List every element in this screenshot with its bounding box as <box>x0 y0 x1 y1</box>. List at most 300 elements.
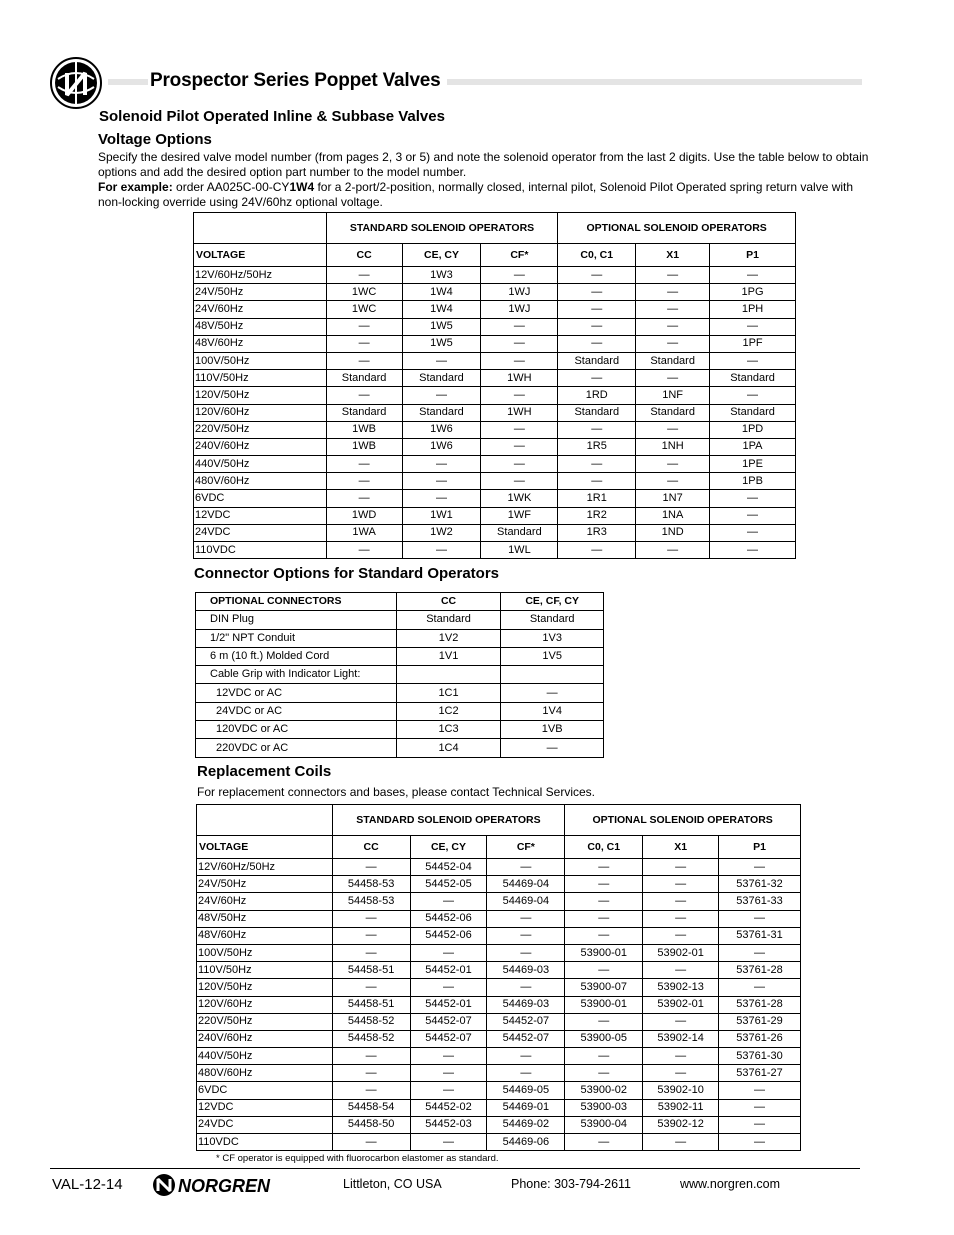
part-cell: 53902-13 <box>643 979 719 996</box>
part-cell: — <box>636 318 710 335</box>
part-cell: — <box>643 859 719 876</box>
part-cell: 1WD <box>326 507 402 524</box>
globe-logo-icon <box>50 57 102 109</box>
part-cell: — <box>402 542 481 559</box>
part-cell: 54452-02 <box>410 1099 487 1116</box>
part-cell: 1V5 <box>501 647 604 665</box>
part-cell: — <box>565 859 643 876</box>
part-cell: 54452-07 <box>487 1013 565 1030</box>
part-cell: — <box>710 318 796 335</box>
part-cell: — <box>332 1048 410 1065</box>
voltage-cell: 100V/50Hz <box>197 944 333 961</box>
part-cell: 1WB <box>326 438 402 455</box>
norgren-logo <box>152 1173 286 1197</box>
part-cell: — <box>719 1099 801 1116</box>
connector-name-cell: 120VDC or AC <box>196 721 397 739</box>
part-cell: 54452-05 <box>410 876 487 893</box>
part-cell: — <box>402 387 481 404</box>
part-cell: — <box>487 979 565 996</box>
voltage-cell: 120V/60Hz <box>197 996 333 1013</box>
part-cell: — <box>558 301 636 318</box>
part-cell: — <box>332 927 410 944</box>
part-cell: 54452-07 <box>410 1030 487 1047</box>
voltage-cell: 120V/50Hz <box>197 979 333 996</box>
coil-row <box>197 859 801 876</box>
part-cell: 1C4 <box>396 739 501 757</box>
part-cell: 54469-05 <box>487 1082 565 1099</box>
connector-options-table <box>195 592 604 758</box>
part-cell: — <box>636 473 710 490</box>
part-cell: — <box>402 456 481 473</box>
part-cell: 1W4 <box>402 301 481 318</box>
part-cell: 53900-04 <box>565 1116 643 1133</box>
part-cell: 1W2 <box>402 524 481 541</box>
connector-row <box>196 611 604 629</box>
column-header: CE, CY <box>402 244 481 267</box>
part-cell: 1WA <box>326 524 402 541</box>
connector-options-heading: Connector Options for Standard Operators <box>194 565 500 582</box>
part-cell: 1V1 <box>396 647 501 665</box>
voltage-row <box>194 456 796 473</box>
part-cell: 1V2 <box>396 629 501 647</box>
part-cell: 54452-04 <box>410 859 487 876</box>
example-label: For example: <box>98 180 173 194</box>
part-cell: 54469-03 <box>487 996 565 1013</box>
part-cell: Standard <box>636 404 710 421</box>
part-cell: — <box>332 859 410 876</box>
part-cell: — <box>565 1048 643 1065</box>
part-cell: Standard <box>402 370 481 387</box>
part-cell: 1PH <box>710 301 796 318</box>
part-cell: 1ND <box>636 524 710 541</box>
part-cell: — <box>719 859 801 876</box>
part-cell: 1V4 <box>501 702 604 720</box>
coil-row <box>197 876 801 893</box>
part-cell: — <box>332 1082 410 1099</box>
part-cell: 1C2 <box>396 702 501 720</box>
column-header: CE, CF, CY <box>501 593 604 611</box>
part-cell: 1PD <box>710 421 796 438</box>
replacement-coils-heading: Replacement Coils <box>197 763 332 780</box>
connector-row <box>196 666 604 684</box>
connector-row <box>196 721 604 739</box>
column-header: P1 <box>710 244 796 267</box>
example-bold: 1W4 <box>289 180 315 194</box>
voltage-cell: 440V/50Hz <box>197 1048 333 1065</box>
connector-row <box>196 702 604 720</box>
part-cell: 1W3 <box>402 267 481 284</box>
voltage-cell: 48V/50Hz <box>197 910 333 927</box>
voltage-cell: 24VDC <box>194 524 327 541</box>
part-cell: 54458-53 <box>332 893 410 910</box>
part-cell: 54458-52 <box>332 1030 410 1047</box>
part-cell <box>501 666 604 684</box>
part-cell: 1PE <box>710 456 796 473</box>
voltage-row <box>194 524 796 541</box>
voltage-row <box>194 301 796 318</box>
part-cell: Standard <box>636 352 710 369</box>
part-cell: — <box>719 1134 801 1151</box>
part-cell: 1WC <box>326 284 402 301</box>
part-cell: 53761-28 <box>719 962 801 979</box>
voltage-cell: 24VDC <box>197 1116 333 1133</box>
part-cell: — <box>636 284 710 301</box>
part-cell: 54452-07 <box>410 1013 487 1030</box>
voltage-cell: 6VDC <box>194 490 327 507</box>
part-cell: 54458-54 <box>332 1099 410 1116</box>
part-cell: 1N7 <box>636 490 710 507</box>
voltage-row <box>194 473 796 490</box>
part-cell: — <box>326 267 402 284</box>
part-cell: 1PB <box>710 473 796 490</box>
part-cell: Standard <box>326 370 402 387</box>
cf-footnote: * CF operator is equipped with fluorocarbon elastomer as standard. <box>216 1153 499 1164</box>
part-cell: — <box>481 456 558 473</box>
part-cell: — <box>487 927 565 944</box>
part-cell: — <box>565 1134 643 1151</box>
coil-row <box>197 927 801 944</box>
part-cell: — <box>326 542 402 559</box>
part-cell: — <box>481 335 558 352</box>
part-cell: — <box>643 1013 719 1030</box>
part-cell: 1WK <box>481 490 558 507</box>
part-cell: 53902-14 <box>643 1030 719 1047</box>
replacement-coils-table <box>196 804 801 1151</box>
page-subtitle: Solenoid Pilot Operated Inline & Subbase Valves <box>99 108 445 125</box>
voltage-options-table <box>193 212 796 559</box>
part-cell: 1W6 <box>402 438 481 455</box>
voltage-cell: 240V/60Hz <box>197 1030 333 1047</box>
connector-row <box>196 629 604 647</box>
part-cell: 1C3 <box>396 721 501 739</box>
part-cell: 1W5 <box>402 335 481 352</box>
part-cell: — <box>565 876 643 893</box>
column-header: CE, CY <box>410 836 487 859</box>
part-cell: 53902-01 <box>643 944 719 961</box>
connector-row <box>196 684 604 702</box>
example-pre: order AA025C-00-CY <box>172 180 290 194</box>
part-cell: 54458-50 <box>332 1116 410 1133</box>
part-cell: — <box>710 352 796 369</box>
part-cell: — <box>565 1065 643 1082</box>
part-cell: 1WJ <box>481 284 558 301</box>
voltage-row <box>194 267 796 284</box>
part-cell: 1PF <box>710 335 796 352</box>
part-cell: 1R1 <box>558 490 636 507</box>
voltage-row <box>194 421 796 438</box>
part-cell: — <box>402 352 481 369</box>
column-header: C0, C1 <box>565 836 643 859</box>
part-cell: — <box>710 542 796 559</box>
part-cell: — <box>558 370 636 387</box>
part-cell: — <box>565 1013 643 1030</box>
part-cell: — <box>410 1048 487 1065</box>
voltage-cell: 6VDC <box>197 1082 333 1099</box>
part-cell: 1WB <box>326 421 402 438</box>
voltage-row <box>194 507 796 524</box>
part-cell: — <box>402 473 481 490</box>
connector-name-cell: 6 m (10 ft.) Molded Cord <box>196 647 397 665</box>
voltage-column-headers <box>194 244 796 267</box>
standard-operators-header: STANDARD SOLENOID OPERATORS <box>326 213 558 244</box>
voltage-cell: 12VDC <box>194 507 327 524</box>
coil-row <box>197 1082 801 1099</box>
part-cell: — <box>558 284 636 301</box>
coil-row <box>197 1134 801 1151</box>
voltage-cell: 48V/50Hz <box>194 318 327 335</box>
part-cell: — <box>410 1082 487 1099</box>
part-cell: — <box>558 421 636 438</box>
part-cell: 1PG <box>710 284 796 301</box>
example-post: for a 2-port/2-position, normally closed, internal pilot, Solenoid Pilot Operated spring return valve with non-locking override using 24V/60hz optional voltage. <box>98 180 854 209</box>
connector-name-cell: 12VDC or AC <box>196 684 397 702</box>
part-cell: 1WF <box>481 507 558 524</box>
part-cell: — <box>643 1065 719 1082</box>
coils-standard-operators-header: STANDARD SOLENOID OPERATORS <box>332 805 565 836</box>
part-cell: — <box>719 979 801 996</box>
part-cell: 53761-27 <box>719 1065 801 1082</box>
part-cell: 1RD <box>558 387 636 404</box>
part-cell: — <box>636 370 710 387</box>
part-cell: 54452-03 <box>410 1116 487 1133</box>
part-cell: — <box>332 910 410 927</box>
voltage-cell: 24V/60Hz <box>197 893 333 910</box>
voltage-cell: 440V/50Hz <box>194 456 327 473</box>
part-cell: — <box>710 507 796 524</box>
part-cell: 54469-01 <box>487 1099 565 1116</box>
part-cell <box>396 666 501 684</box>
column-header: CF* <box>487 836 565 859</box>
brand-text: NORGREN <box>178 1176 271 1196</box>
voltage-cell: 480V/60Hz <box>194 473 327 490</box>
part-cell: — <box>558 267 636 284</box>
part-cell: — <box>501 684 604 702</box>
part-cell: — <box>565 893 643 910</box>
voltage-row <box>194 542 796 559</box>
part-cell: 54458-52 <box>332 1013 410 1030</box>
part-cell: — <box>636 301 710 318</box>
column-header: CC <box>332 836 410 859</box>
part-cell: — <box>332 1134 410 1151</box>
part-cell: — <box>565 962 643 979</box>
part-cell: 54458-53 <box>332 876 410 893</box>
page-title: Prospector Series Poppet Valves <box>148 70 447 92</box>
voltage-row <box>194 404 796 421</box>
voltage-cell: 24V/50Hz <box>197 876 333 893</box>
replacement-coils-note: For replacement connectors and bases, please contact Technical Services. <box>197 785 595 799</box>
footer-website[interactable]: www.norgren.com <box>680 1177 781 1191</box>
part-cell: 54458-51 <box>332 962 410 979</box>
part-cell: — <box>332 979 410 996</box>
part-cell: — <box>481 387 558 404</box>
part-cell: 54452-01 <box>410 962 487 979</box>
part-cell: 1R2 <box>558 507 636 524</box>
column-header: VOLTAGE <box>197 836 333 859</box>
part-cell: 1C1 <box>396 684 501 702</box>
part-cell: 53761-28 <box>719 996 801 1013</box>
part-cell: 54469-06 <box>487 1134 565 1151</box>
part-cell: 1WC <box>326 301 402 318</box>
part-cell: 53902-10 <box>643 1082 719 1099</box>
part-cell: — <box>643 876 719 893</box>
coil-row <box>197 893 801 910</box>
coil-row <box>197 1116 801 1133</box>
connector-row <box>196 739 604 757</box>
part-cell: — <box>719 910 801 927</box>
part-cell: 54469-02 <box>487 1116 565 1133</box>
part-cell: — <box>481 421 558 438</box>
column-header: C0, C1 <box>558 244 636 267</box>
column-header: X1 <box>643 836 719 859</box>
part-cell: — <box>719 1116 801 1133</box>
part-cell: 54452-07 <box>487 1030 565 1047</box>
footer-phone: Phone: 303-794-2611 <box>511 1177 632 1191</box>
voltage-row <box>194 352 796 369</box>
coil-row <box>197 1013 801 1030</box>
column-header: X1 <box>636 244 710 267</box>
column-header: P1 <box>719 836 801 859</box>
connector-row <box>196 647 604 665</box>
coils-header-spacer <box>197 805 333 836</box>
voltage-cell: 120V/60Hz <box>194 404 327 421</box>
coils-optional-operators-header: OPTIONAL SOLENOID OPERATORS <box>565 805 801 836</box>
part-cell: — <box>326 473 402 490</box>
part-cell: — <box>410 1134 487 1151</box>
part-cell: 1W5 <box>402 318 481 335</box>
part-cell: — <box>402 490 481 507</box>
voltage-row <box>194 370 796 387</box>
part-cell: — <box>332 944 410 961</box>
part-cell: — <box>565 927 643 944</box>
column-header: CC <box>396 593 501 611</box>
part-cell: — <box>487 1065 565 1082</box>
part-cell: 54458-51 <box>332 996 410 1013</box>
part-cell: 1NA <box>636 507 710 524</box>
part-cell: 53761-29 <box>719 1013 801 1030</box>
voltage-row <box>194 335 796 352</box>
part-cell: — <box>643 1048 719 1065</box>
part-cell: — <box>558 318 636 335</box>
optional-operators-header: OPTIONAL SOLENOID OPERATORS <box>558 213 796 244</box>
part-cell: Standard <box>558 404 636 421</box>
connector-column-headers <box>196 593 604 611</box>
voltage-row <box>194 387 796 404</box>
part-cell: Standard <box>481 524 558 541</box>
part-cell: — <box>326 352 402 369</box>
part-cell: — <box>481 352 558 369</box>
part-cell: Standard <box>501 611 604 629</box>
coil-row <box>197 944 801 961</box>
voltage-cell: 480V/60Hz <box>197 1065 333 1082</box>
part-cell: — <box>710 267 796 284</box>
part-cell: — <box>643 893 719 910</box>
part-cell: 53761-31 <box>719 927 801 944</box>
voltage-cell: 100V/50Hz <box>194 352 327 369</box>
part-cell: 53902-01 <box>643 996 719 1013</box>
part-cell: — <box>565 910 643 927</box>
voltage-cell: 240V/60Hz <box>194 438 327 455</box>
part-cell: — <box>481 267 558 284</box>
part-cell: — <box>636 267 710 284</box>
part-cell: — <box>636 335 710 352</box>
part-cell: 1NF <box>636 387 710 404</box>
part-cell: — <box>501 739 604 757</box>
part-cell: 54469-04 <box>487 893 565 910</box>
part-cell: — <box>636 456 710 473</box>
part-cell: — <box>481 473 558 490</box>
part-cell: — <box>326 490 402 507</box>
part-cell: — <box>326 387 402 404</box>
part-cell: — <box>710 524 796 541</box>
part-cell: — <box>487 944 565 961</box>
part-cell: 1WH <box>481 404 558 421</box>
column-header: CC <box>326 244 402 267</box>
connector-name-cell: 24VDC or AC <box>196 702 397 720</box>
part-cell: — <box>710 387 796 404</box>
part-cell: 1R3 <box>558 524 636 541</box>
part-cell: 53900-02 <box>565 1082 643 1099</box>
part-cell: 54452-01 <box>410 996 487 1013</box>
part-cell: Standard <box>402 404 481 421</box>
part-cell: Standard <box>396 611 501 629</box>
part-cell: — <box>481 438 558 455</box>
part-cell: — <box>719 944 801 961</box>
part-cell: 1W6 <box>402 421 481 438</box>
coil-row <box>197 1048 801 1065</box>
voltage-cell: 110V/50Hz <box>194 370 327 387</box>
connector-name-cell: 1/2" NPT Conduit <box>196 629 397 647</box>
voltage-cell: 220V/50Hz <box>194 421 327 438</box>
voltage-table-body <box>194 267 796 559</box>
part-cell: 53902-12 <box>643 1116 719 1133</box>
voltage-header-spacer <box>194 213 327 244</box>
part-cell: 54452-06 <box>410 927 487 944</box>
part-cell: 53761-26 <box>719 1030 801 1047</box>
coils-table-body <box>197 859 801 1151</box>
part-cell: 53761-32 <box>719 876 801 893</box>
part-cell: 1NH <box>636 438 710 455</box>
part-cell: 53900-01 <box>565 944 643 961</box>
voltage-cell: 12V/60Hz/50Hz <box>194 267 327 284</box>
voltage-options-heading: Voltage Options <box>98 131 212 148</box>
part-cell: 53761-33 <box>719 893 801 910</box>
part-cell: — <box>481 318 558 335</box>
part-cell: 54469-03 <box>487 962 565 979</box>
coil-row <box>197 962 801 979</box>
part-cell: — <box>487 1048 565 1065</box>
connector-name-cell: 220VDC or AC <box>196 739 397 757</box>
voltage-cell: 110VDC <box>197 1134 333 1151</box>
connector-name-cell: Cable Grip with Indicator Light: <box>196 666 397 684</box>
voltage-cell: 12VDC <box>197 1099 333 1116</box>
connector-name-cell: DIN Plug <box>196 611 397 629</box>
coil-row <box>197 979 801 996</box>
part-cell: 53900-07 <box>565 979 643 996</box>
part-cell: — <box>410 944 487 961</box>
part-cell: 1WJ <box>481 301 558 318</box>
connector-table-body <box>196 611 604 757</box>
part-cell: — <box>326 318 402 335</box>
part-cell: 53900-01 <box>565 996 643 1013</box>
part-cell: 53761-30 <box>719 1048 801 1065</box>
footer-rule <box>50 1168 860 1169</box>
part-cell: — <box>410 1065 487 1082</box>
part-cell: 53900-05 <box>565 1030 643 1047</box>
part-cell: — <box>636 542 710 559</box>
footer-location: Littleton, CO USA <box>343 1177 442 1191</box>
part-cell: — <box>719 1082 801 1099</box>
part-cell: — <box>410 893 487 910</box>
